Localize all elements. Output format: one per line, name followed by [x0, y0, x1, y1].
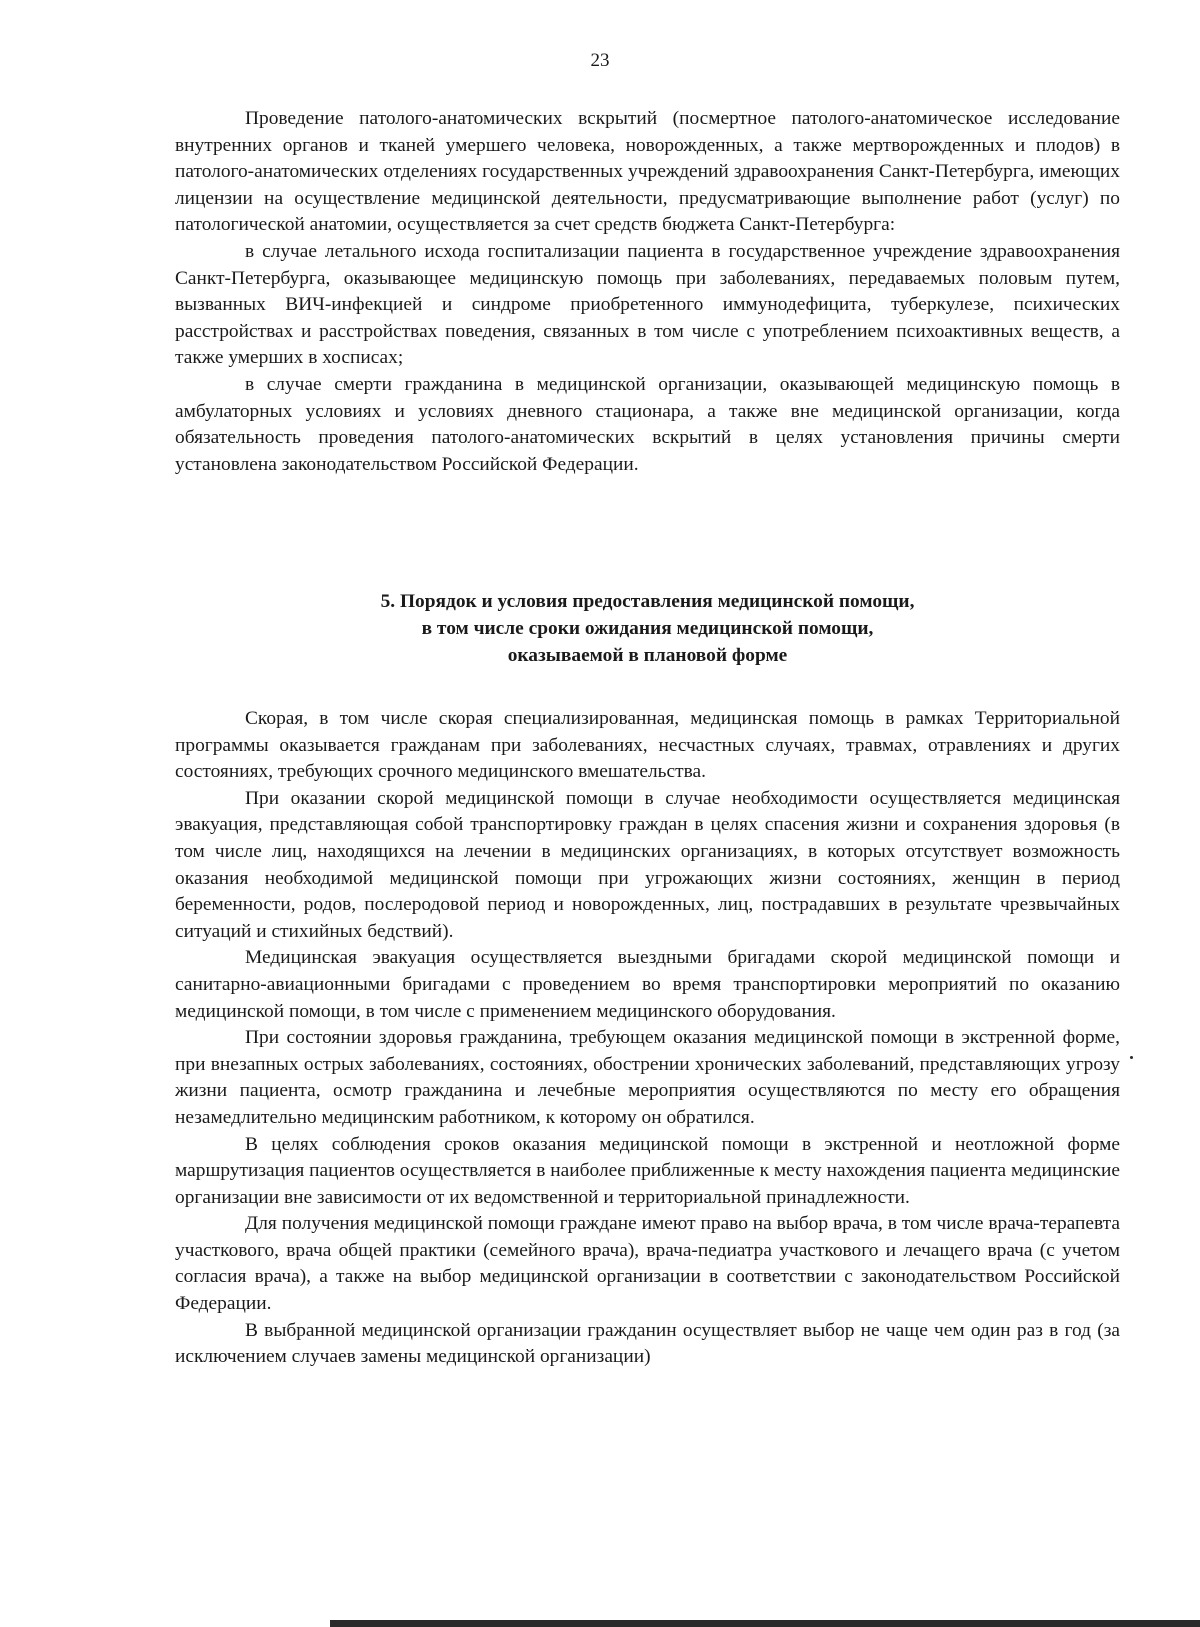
paragraph: в случае летального исхода госпитализации пациента в государственное учреждение здравоохранения Санкт-Петербурга, оказывающее медицинскую помощь при заболеваниях, передаваемых половым путем, вызванных ВИЧ-инфекцией и синдроме приобретенного иммунодефицита, туберкулезе, психических расстройствах и расстройствах поведения, связанных в том числе с употреблением психоактивных веществ, а также умерших в хосписах;: [175, 240, 1120, 369]
paragraph: Медицинская эвакуация осуществляется выездными бригадами скорой медицинской помощи и санитарно-авиационными бригадами с проведением во время транспортировки мероприятий по оказанию медицинской помощи, в том числе с применением медицинского оборудования.: [175, 947, 1120, 1022]
scan-speck: [1130, 1056, 1133, 1059]
section-text-block: [175, 706, 1120, 1371]
page-number: 23: [590, 50, 610, 71]
paragraph: При оказании скорой медицинской помощи в случае необходимости осуществляется медицинская эвакуация, представляющая собой транспортировку граждан в целях спасения жизни и сохранения здоровья (в том числе лиц, находящихся на лечении в медицинских организациях, в которых отсутствует возможность оказания необходимой медицинской помощи при угрожающих жизни состояниях, женщин в период беременности, родов, послеродовой период и новорожденных, лиц, пострадавших в результате чрезвычайных ситуаций и стихийных бедствий).: [175, 787, 1120, 942]
section-heading-line: оказываемой в плановой форме: [507, 645, 788, 666]
section-heading: [175, 588, 1120, 669]
paragraph: Скорая, в том числе скорая специализированная, медицинская помощь в рамках Территориальной программы оказывается гражданам при заболеваниях, несчастных случаях, травмах, отравлениях и других состояниях, требующих срочного медицинского вмешательства.: [175, 708, 1120, 783]
section-heading-line: в том числе сроки ожидания медицинской помощи,: [421, 618, 874, 639]
paragraph: Для получения медицинской помощи граждане имеют право на выбор врача, в том числе врача-терапевта участкового, врача общей практики (семейного врача), врача-педиатра участкового и лечащего врача (с учетом согласия врача), а также на выбор медицинской организации в соответствии с законодательством Российской Федерации.: [175, 1213, 1120, 1315]
paragraph: В выбранной медицинской организации гражданин осуществляет выбор не чаще чем один раз в год (за исключением случаев замены медицинской организации): [175, 1319, 1120, 1368]
paragraph: в случае смерти гражданина в медицинской организации, оказывающей медицинскую помощь в амбулаторных условиях и условиях дневного стационара, а также вне медицинской организации, когда обязательность проведения патолого-анатомических вскрытий в целях установления причины смерти установлена законодательством Российской Федерации.: [175, 373, 1120, 475]
scan-edge-line: [330, 1620, 1200, 1627]
paragraph: Проведение патолого-анатомических вскрытий (посмертное патолого-анатомическое исследование внутренних органов и тканей умершего человека, новорожденных, а также мертворожденных и плодов) в патолого-анатомических отделениях государственных учреждений здравоохранения Санкт-Петербурга, имеющих лицензии на осуществление медицинской деятельности, предусматривающие выполнение работ (услуг) по патологической анатомии, осуществляется за счет средств бюджета Санкт-Петербурга:: [175, 108, 1120, 236]
paragraph: В целях соблюдения сроков оказания медицинской помощи в экстренной и неотложной форме маршрутизация пациентов осуществляется в наиболее приближенные к месту нахождения пациента медицинские организации вне зависимости от их ведомственной и территориальной принадлежности.: [175, 1133, 1120, 1208]
intro-text-block: [175, 106, 1120, 478]
paragraph: При состоянии здоровья гражданина, требующем оказания медицинской помощи в экстренной форме, при внезапных острых заболеваниях, состояниях, обострении хронических заболеваний, представляющих угрозу жизни пациента, осмотр гражданина и лечебные мероприятия осуществляются по месту его обращения незамедлительно медицинским работником, к которому он обратился.: [175, 1027, 1120, 1128]
section-heading-line: 5. Порядок и условия предоставления медицинской помощи,: [380, 591, 915, 612]
